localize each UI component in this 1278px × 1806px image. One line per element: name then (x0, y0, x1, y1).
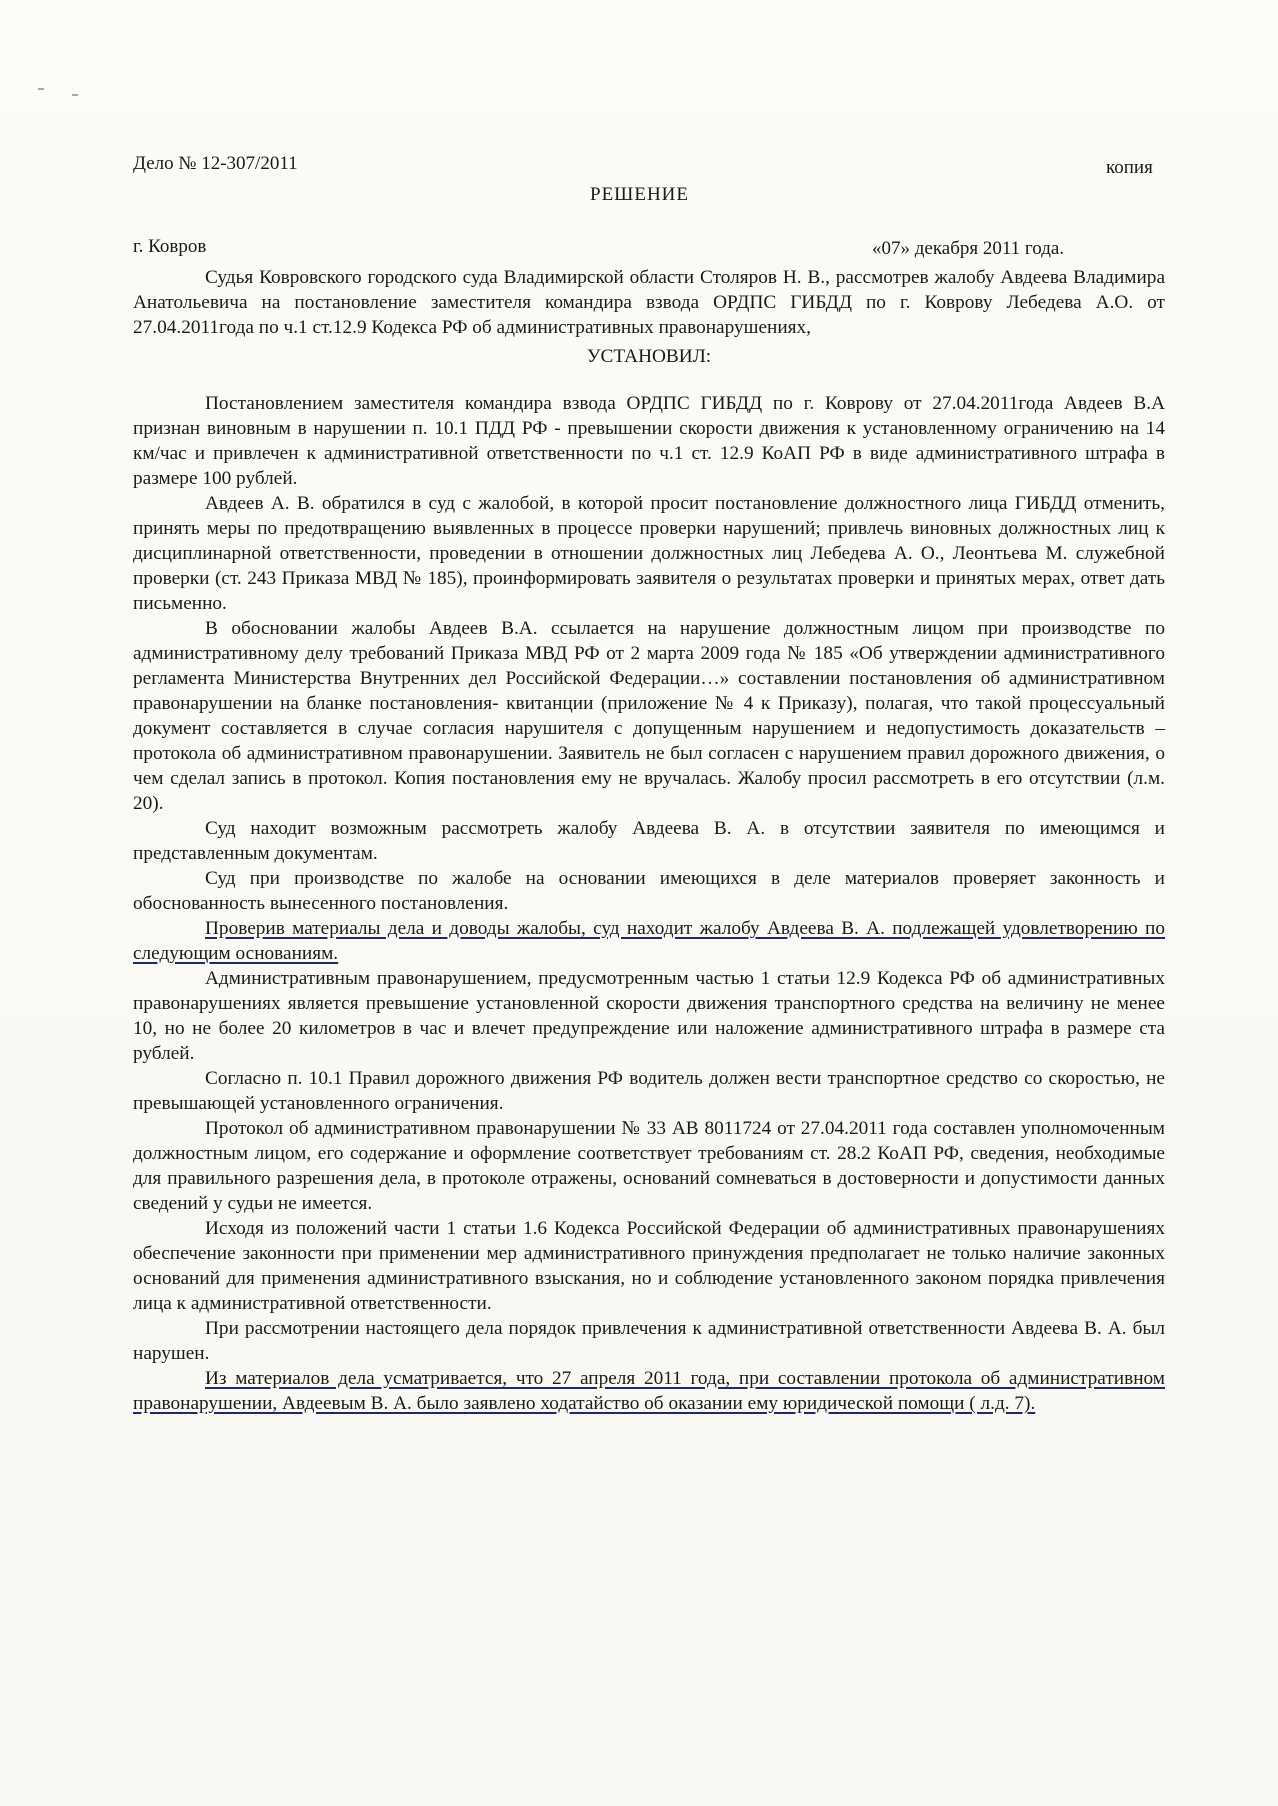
intro-paragraph: Судья Ковровского городского суда Владимирской области Столяров Н. В., рассмотрев жалобу Авдеева Владимира Анатольевича на постановление заместителя командира взвода ОРДПС ГИБДД по г. Коврову Лебедева А.О. от 27.04.2011года по ч.1 ст.12.9 Кодекса РФ об административных правонарушениях, (133, 267, 1165, 338)
document-title: РЕШЕНИЕ (590, 184, 689, 205)
paragraph-5: Суд при производстве по жалобе на основании имеющихся в деле материалов проверяет законность и обоснованность вынесенного постановления. (133, 868, 1165, 914)
decision-date: «07» декабря 2011 года. (872, 238, 1065, 259)
paragraph-4: Суд находит возможным рассмотреть жалобу Авдеева В. А. в отсутствии заявителя по имеющимся и представленным документам. (133, 818, 1165, 864)
section-heading: УСТАНОВИЛ: (586, 346, 712, 367)
paragraph-10: Исходя из положений части 1 статьи 1.6 Кодекса Российской Федерации об административных правонарушениях обеспечение законности при применении мер административного принуждения предполагает не только наличие законных оснований для применения административного взыскания, но и соблюдение установленного законом порядка привлечения лица к административной ответственности. (133, 1218, 1165, 1314)
paragraph-11: При рассмотрении настоящего дела порядок привлечения к административной ответственности Авдеева В. А. был нарушен. (133, 1318, 1165, 1364)
paragraph-12-underlined: Из материалов дела усматривается, что 27 апреля 2011 года, при составлении протокола об административном правонарушении, Авдеевым В. А. было заявлено ходатайство об оказании ему юридической помощи ( л.д. 7). (133, 1368, 1165, 1414)
scan-mark (72, 94, 78, 96)
paragraph-9: Протокол об административном правонарушении № 33 АВ 8011724 от 27.04.2011 года составлен уполномоченным должностным лицом, его содержание и оформление соответствует требованиям ст. 28.2 КоАП РФ, сведения, необходимые для правильного разрешения дела, в протоколе отражены, оснований сомневаться в достоверности и допустимости данных сведений у судьи не имеется. (133, 1118, 1165, 1214)
paragraph-7: Административным правонарушением, предусмотренным частью 1 статьи 12.9 Кодекса РФ об административных правонарушениях является превышение установленной скорости движения транспортного средства на величину не менее 10, но не более 20 километров в час и влечет предупреждение или наложение административного штрафа в размере ста рублей. (133, 968, 1165, 1064)
paragraph-3: В обосновании жалобы Авдеев В.А. ссылается на нарушение должностным лицом при производстве по административному делу требований Приказа МВД РФ от 2 марта 2009 года № 185 «Об утверждении административного регламента Министерства Внутренних дел Российской Федерации…» составлении постановления об административном правонарушении на бланке постановления- квитанции (приложение № 4 к Приказу), полагая, что такой процессуальный документ составляется в случае согласия нарушителя с допущенным нарушением и недопустимость доказательств – протокола об административном правонарушении. Заявитель не был согласен с нарушением правил дорожного движения, о чем сделал запись в протокол. Копия постановления ему не вручалась. Жалобу просил рассмотреть в его отсутствии (л.м. 20). (133, 618, 1165, 814)
scan-mark (38, 88, 44, 90)
copy-label: копия (1106, 157, 1153, 178)
paragraph-6-underlined: Проверив материалы дела и доводы жалобы, суд находит жалобу Авдеева В. А. подлежащей удовлетворению по следующим основаниям. (133, 918, 1165, 964)
case-number: Дело № 12-307/2011 (133, 153, 298, 174)
city: г. Ковров (133, 236, 207, 257)
paragraph-2: Авдеев А. В. обратился в суд с жалобой, в которой просит постановление должностного лица ГИБДД отменить, принять меры по предотвращению выявленных в процессе проверки нарушений; привлечь виновных должностных лиц к дисциплинарной ответственности, проведении в отношении должностных лиц Лебедева А. О., Леонтьева М. служебной проверки (ст. 243 Приказа МВД № 185), проинформировать заявителя о результатах проверки и принятых мерах, ответ дать письменно. (133, 493, 1165, 614)
document-body (133, 265, 1165, 1416)
paragraph-8: Согласно п. 10.1 Правил дорожного движения РФ водитель должен вести транспортное средство со скоростью, не превышающей установленного ограничения. (133, 1068, 1165, 1114)
paragraph-1: Постановлением заместителя командира взвода ОРДПС ГИБДД по г. Коврову от 27.04.2011года Авдеев В.А признан виновным в нарушении п. 10.1 ПДД РФ - превышении скорости движения к установленному ограничению на 14 км/час и привлечен к административной ответственности по ч.1 ст. 12.9 КоАП РФ в виде административного штрафа в размере 100 рублей. (133, 393, 1165, 489)
